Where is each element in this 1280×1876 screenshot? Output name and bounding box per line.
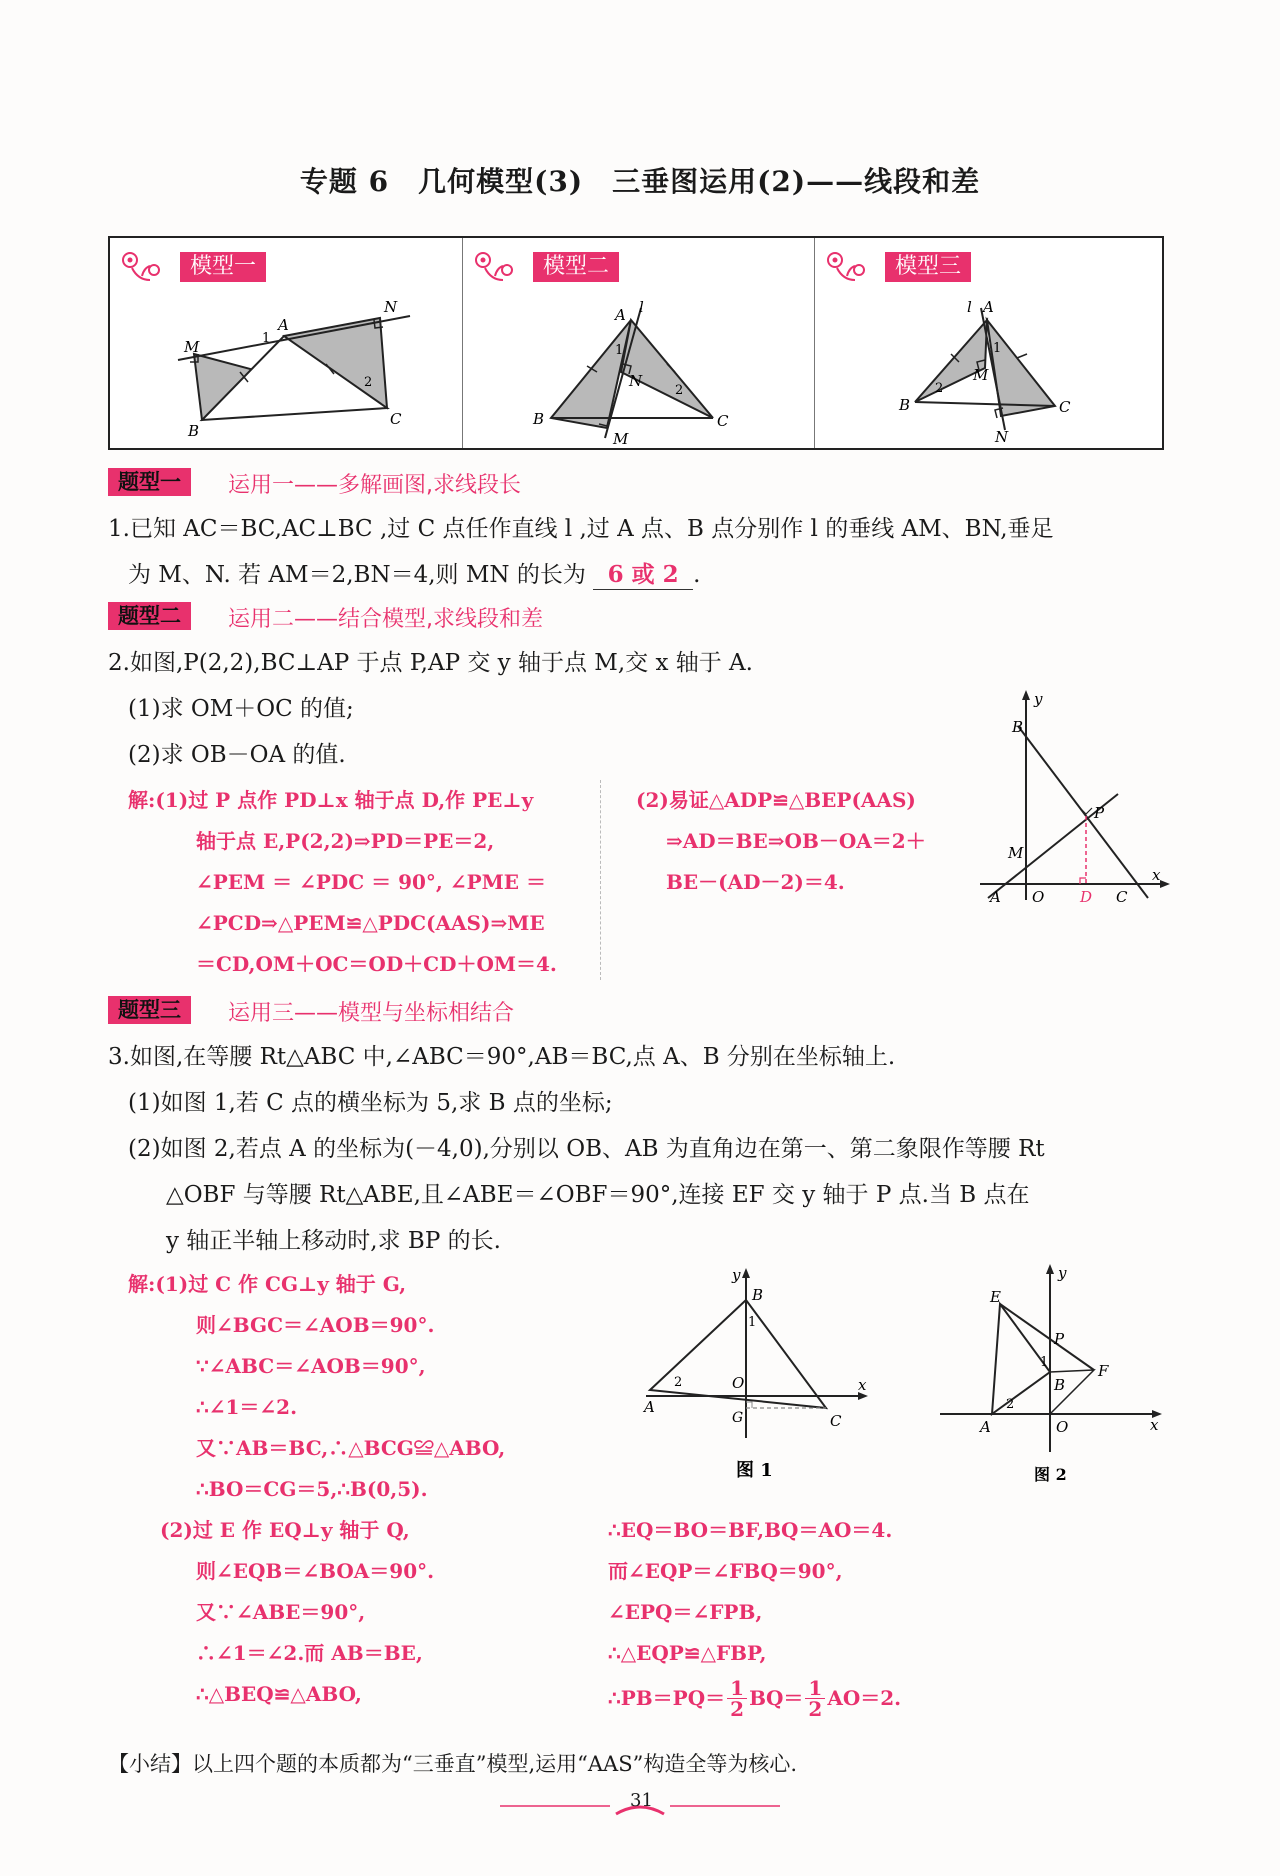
sol-line: 解:(1)过 P 点作 PD⊥x 轴于点 D,作 PE⊥y <box>128 788 534 812</box>
sol-line: 则∠EQB＝∠BOA＝90°. <box>196 1559 435 1583</box>
sol-line: (2)过 E 作 EQ⊥y 轴于 Q, <box>160 1518 410 1542</box>
q2-figure <box>970 690 1170 910</box>
q1-line1: 1.已知 AC＝BC,AC⊥BC ,过 C 点任作直线 l ,过 A 点、B 点分别作 l 的垂线 AM、BN,垂足 <box>108 516 1054 542</box>
eq-mid: BQ＝ <box>749 1686 804 1710</box>
sol-line: 解:(1)过 C 作 CG⊥y 轴于 G, <box>128 1272 407 1296</box>
label-M: M <box>973 366 989 384</box>
q3-figure-2 <box>930 1262 1170 1492</box>
flower-icon <box>825 250 881 284</box>
label-C: C <box>1059 398 1071 416</box>
sol-line: BE－(AD－2)＝4. <box>666 870 845 894</box>
figure-2-caption: 图 2 <box>1034 1465 1067 1484</box>
flower-icon <box>120 250 176 284</box>
sol-line: 又∵∠ABE＝90°, <box>196 1600 366 1624</box>
q3-sub2-line1: (2)如图 2,若点 A 的坐标为(－4,0),分别以 OB、AB 为直角边在第一、第二象限作等腰 Rt <box>128 1136 1045 1162</box>
model-three-figure <box>855 298 1135 448</box>
sol-line: ∴∠1＝∠2.而 AB＝BE, <box>196 1641 423 1665</box>
label-O: O <box>732 1374 745 1392</box>
summary: 【小结】以上四个题的本质都为“三垂直”模型,运用“AAS”构造全等为核心. <box>108 1752 798 1776</box>
label-D: D <box>1080 888 1093 906</box>
label-P: P <box>1054 1330 1065 1348</box>
models-panel <box>108 236 1164 450</box>
label-A: A <box>278 316 289 334</box>
sol-line: ∴BO＝CG＝5,∴B(0,5). <box>196 1477 428 1501</box>
sol-line: ∠EPQ＝∠FPB, <box>608 1600 763 1624</box>
q3-stem: 3.如图,在等腰 Rt△ABC 中,∠ABC＝90°,AB＝BC,点 A、B 分别在坐标轴上. <box>108 1044 896 1070</box>
angle-1: 1 <box>993 341 1002 356</box>
label-P: P <box>1094 804 1105 822</box>
model-one <box>110 238 462 448</box>
label-N: N <box>995 428 1009 446</box>
sol-line: ∴EQ＝BO＝BF,BQ＝AO＝4. <box>608 1518 893 1542</box>
label-l: l <box>967 298 972 316</box>
sol-line: ＝CD,OM＋OC＝OD＋CD＋OM＝4. <box>196 952 557 976</box>
q2-solution-left <box>128 780 588 985</box>
type1-subtitle: 运用一——多解画图,求线段长 <box>228 473 521 498</box>
label-B: B <box>1054 1376 1066 1394</box>
label-C: C <box>717 412 729 430</box>
sol-line: 轴于点 E,P(2,2)⇒PD＝PE＝2, <box>196 829 495 853</box>
label-B: B <box>188 422 200 440</box>
flower-icon <box>473 250 529 284</box>
sol-line: ∠PEM ＝ ∠PDC ＝ 90°, ∠PME ＝ <box>196 870 546 894</box>
model-tag: 模型一 <box>180 252 266 282</box>
type2-subtitle: 运用二——结合模型,求线段和差 <box>228 607 543 632</box>
label-M: M <box>1008 844 1024 862</box>
axis-x-label: x <box>858 1376 867 1394</box>
q3-sub2-line3: y 轴正半轴上移动时,求 BP 的长. <box>166 1228 501 1254</box>
angle-2: 2 <box>364 375 373 390</box>
type3-subtitle: 运用三——模型与坐标相结合 <box>228 1001 515 1026</box>
q1-period: . <box>693 562 701 588</box>
angle-2: 2 <box>675 383 684 398</box>
model-two-figure <box>503 298 783 448</box>
label-B: B <box>752 1286 764 1304</box>
model-one-figure <box>150 298 430 448</box>
axis-y-label: y <box>1058 1264 1067 1282</box>
label-N: N <box>384 298 398 316</box>
label-M: M <box>613 430 629 448</box>
label-B: B <box>899 396 911 414</box>
axis-x-label: x <box>1150 1416 1159 1434</box>
q2-solution-right <box>636 780 976 903</box>
page-title: 专题 6 几何模型(3) 三垂图运用(2)——线段和差 <box>299 165 981 198</box>
label-N: N <box>629 372 643 390</box>
q2-stem: 2.如图,P(2,2),BC⊥AP 于点 P,AP 交 y 轴于点 M,交 x 轴于 A. <box>108 650 753 676</box>
q3-sub2-line2: △OBF 与等腰 Rt△ABE,且∠ABE＝∠OBF＝90°,连接 EF 交 y 轴于 P 点.当 B 点在 <box>166 1182 1030 1208</box>
label-O: O <box>1032 888 1045 906</box>
angle-1: 1 <box>1040 1355 1049 1370</box>
frac-num: 1 <box>730 1676 745 1700</box>
label-B: B <box>533 410 545 428</box>
sol-line: 而∠EQP＝∠FBQ＝90°, <box>608 1559 843 1583</box>
type1-tag: 题型一 <box>108 468 191 496</box>
type3-tag: 题型三 <box>108 996 191 1024</box>
sol-line: (2)易证△ADP≌△BEP(AAS) <box>636 788 916 812</box>
final-equation <box>608 1678 1088 1719</box>
angle-1: 1 <box>615 343 624 358</box>
angle-2: 2 <box>674 1375 683 1390</box>
label-C: C <box>390 410 402 428</box>
model-tag: 模型二 <box>533 252 619 282</box>
q2-sub2: (2)求 OB－OA 的值. <box>128 742 346 768</box>
figure-1-caption: 图 1 <box>736 1460 773 1481</box>
q2-sub1: (1)求 OM＋OC 的值; <box>128 696 354 722</box>
page-number: 31 <box>630 1790 653 1811</box>
label-E: E <box>990 1288 1001 1306</box>
label-C: C <box>1116 888 1128 906</box>
q1-line2 <box>128 552 700 598</box>
angle-1: 1 <box>262 331 271 346</box>
frac-den: 2 <box>727 1698 747 1719</box>
sol-line: ∠PCD⇒△PEM≌△PDC(AAS)⇒ME <box>196 911 545 935</box>
label-A: A <box>983 298 994 316</box>
q3-solution-2-right <box>608 1510 1088 1719</box>
q3-solution-2-left <box>160 1510 580 1715</box>
angle-1: 1 <box>748 1315 757 1330</box>
axis-y-label: y <box>732 1266 741 1284</box>
divider <box>600 780 601 980</box>
type2-tag: 题型二 <box>108 602 191 630</box>
sol-line: ∴∠1＝∠2. <box>196 1395 298 1419</box>
label-A: A <box>644 1398 655 1416</box>
model-three <box>814 238 1166 448</box>
label-A: A <box>615 306 626 324</box>
label-M: M <box>184 338 200 356</box>
label-F: F <box>1098 1362 1109 1380</box>
q3-solution-1 <box>128 1264 608 1510</box>
eq-rhs: AO＝2. <box>827 1686 902 1710</box>
angle-2: 2 <box>935 381 944 396</box>
fraction <box>805 1678 825 1719</box>
label-G: G <box>732 1410 744 1426</box>
label-l: l <box>639 298 644 316</box>
label-A: A <box>980 1418 991 1436</box>
label-B: B <box>1012 718 1024 736</box>
frac-num: 1 <box>808 1676 823 1700</box>
label-C: C <box>830 1412 842 1430</box>
frac-den: 2 <box>805 1698 825 1719</box>
model-tag: 模型三 <box>885 252 971 282</box>
model-two <box>462 238 814 448</box>
sol-line: ∴△BEQ≌△ABO, <box>196 1682 362 1706</box>
q3-figure-1 <box>636 1266 876 1486</box>
angle-2: 2 <box>1006 1397 1015 1412</box>
sol-line: 又∵AB＝BC,∴△BCG≌△ABO, <box>196 1436 506 1460</box>
eq-lhs: ∴PB＝PQ＝ <box>608 1686 726 1710</box>
q1-answer: 6 或 2 <box>593 561 693 590</box>
axis-y-label: y <box>1034 690 1043 708</box>
axis-x-label: x <box>1152 866 1161 884</box>
fraction <box>727 1678 747 1719</box>
sol-line: ∵∠ABC＝∠AOB＝90°, <box>196 1354 426 1378</box>
q1-text: 为 M、N. 若 AM＝2,BN＝4,则 MN 的长为 <box>128 562 586 588</box>
q3-sub1: (1)如图 1,若 C 点的横坐标为 5,求 B 点的坐标; <box>128 1090 613 1116</box>
sol-line: ⇒AD＝BE⇒OB－OA＝2＋ <box>666 829 926 853</box>
sol-line: ∴△EQP≌△FBP, <box>608 1641 767 1665</box>
label-A: A <box>990 888 1001 906</box>
label-O: O <box>1056 1418 1069 1436</box>
sol-line: 则∠BGC＝∠AOB＝90°. <box>196 1313 435 1337</box>
